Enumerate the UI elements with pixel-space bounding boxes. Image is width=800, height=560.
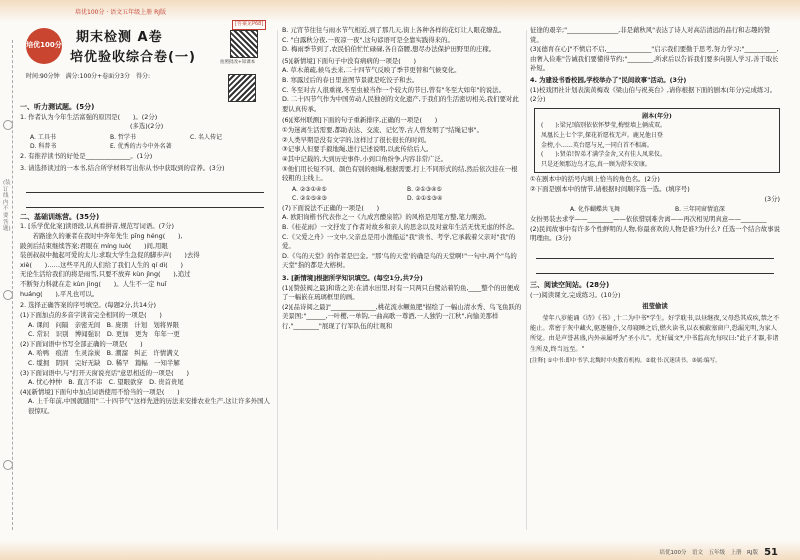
- section-heading: 一、听力测试题。(5分): [20, 103, 95, 111]
- answer-line[interactable]: [26, 195, 264, 208]
- exam-subtitle: 培优验收综合卷(一): [70, 50, 196, 65]
- sub-question: (6)[郑州联测]下面的句子重新排序,正确的一项是( ): [282, 116, 438, 125]
- footer-label: 培优100分 语文 五年级 上册 RJ版: [659, 550, 758, 556]
- answer-line[interactable]: [536, 261, 774, 274]
- question: 4. 为建设书香校园,学校举办了"民间故事"活动。(3分): [530, 76, 687, 85]
- sentence: ②人类早期是没有文字的,这样过了很长很长的时间。: [282, 135, 431, 144]
- option[interactable]: C. "白露秋分夜,一夜凉一夜",这句谚语可是全靠实践得来的。: [282, 35, 454, 44]
- qr-code-icon: [230, 30, 258, 58]
- option[interactable]: D.《鸟的天堂》的作者是巴金。"那'鸟的天堂'的确是鸟的天堂啊!"一句中,两个"鸟的天堂"指的都是大榕树。: [282, 251, 517, 270]
- option[interactable]: B. 哲学书: [110, 133, 136, 141]
- option[interactable]: C. ②①⑤④③: [292, 194, 327, 202]
- script-line[interactable]: ( ):贤弟!智弟才满学金舍,又有佳人凤来仪。: [541, 151, 667, 159]
- sentence: ⑤他们用长短不同、颜色有别的细绳,根据需要,打上不同形式的结,然后依次挂在一根较粗的主线上。: [282, 164, 518, 183]
- option[interactable]: C. 名人传记: [190, 133, 223, 141]
- passage-line: 跛剑后结束继续答案;君眼在 míng luò( )间,用眼: [20, 241, 168, 250]
- script-title: 剧本(年分): [642, 112, 672, 120]
- column-left: [20, 22, 270, 417]
- binding-dashed-line: [12, 40, 13, 530]
- essay-title: 祖莹偷读: [642, 302, 668, 311]
- question: 3. 请选择读过的一本书,结合所学材料写出你从书中获取到的营养。(3分): [20, 164, 225, 173]
- question: 1. [乐学优化案]读语段,认真看拼音,规范写词语。(7分): [20, 222, 175, 231]
- column-middle: [282, 26, 522, 332]
- top-bar-label: 培优100分 · 语文五年级上册 RJ版: [75, 9, 167, 16]
- script-box: [534, 108, 780, 174]
- binding-note: (装订线内不要答题): [3, 180, 11, 233]
- sentence: ④其中记载的,大到历史事件,小到口角纷争,内容非常广泛。: [282, 154, 448, 163]
- passage-line: 若路途久的兼者在我时中奔年先生 pīng héng( ),: [20, 232, 183, 241]
- option[interactable]: A. 上千年前,中国就随用"二十四节气"这样先进的历法来安排农业生产,这让许多外国人很惊叹。: [28, 397, 270, 416]
- sub-question: (4)[新情境]下面句中加点词语使用不恰当的一项是( ): [20, 387, 180, 396]
- passage-line: xiè( )……这些平凡的人们给了我们人生的 qí dì( ): [20, 260, 184, 269]
- sub-question: (7)下面说法不正确的一项是( ): [282, 203, 380, 212]
- question: 2. 有推荐读书的好处是______________。(1分): [20, 151, 153, 160]
- options-row[interactable]: C. 常识 识别 博闻强识 D. 更加 更为 年年一更: [28, 330, 180, 339]
- sub-question: (1)下面加点的多音字读音完全相同的一项是( ): [20, 310, 162, 319]
- option-list: [570, 205, 780, 214]
- passage-line: 装创叔叔中抛起可爱的太儿:求取大学生急促的脚步声( )去得: [20, 251, 200, 260]
- options-row[interactable]: A. 哈鸭 痕清 生灵涂炭 B. 潮溜 纠正 许情满义: [28, 349, 179, 358]
- exam-title: 期末检测 A卷: [76, 30, 163, 45]
- option[interactable]: D. 梅雨季节到了,农民伯伯忙忙碌碌,各自奋腰,想尽办法保护田野里的庄稼。: [282, 45, 496, 54]
- sentence: ①为迷离生活需要,都助表达、交流、记忆等,古人曾发明了"结绳记事"。: [282, 126, 483, 135]
- option[interactable]: D. ②①⑤③④: [407, 194, 443, 202]
- answer-reference: [答案见P68]: [232, 20, 266, 30]
- option[interactable]: B. 三年同窗情谊深: [675, 206, 725, 214]
- fill-blank[interactable]: 征途的艰辛;"________________,非是藉秋风"表达了诗人对高洁清远的品行和志趣的赞赏。: [530, 26, 771, 44]
- option[interactable]: A. 欧阳询楷书代表作之一《九成宫醴泉铭》的风格是用笔方整,笔力刚劲。: [282, 213, 491, 222]
- option[interactable]: E. 优秀的古今中外名著: [110, 142, 172, 150]
- option[interactable]: B. 寒露过后的春日里意图节景就是吃饺子和去。: [282, 76, 419, 85]
- column-right: [530, 26, 780, 365]
- top-bar: [0, 0, 800, 22]
- options-row[interactable]: C. 缆拥 阴同 完好无缺 D. 稀罕 篇幅 一知半解: [28, 358, 180, 367]
- column-divider: [277, 30, 278, 530]
- passage-line: huáng( ),平凡也可以。: [20, 289, 99, 298]
- qr-code-icon: [228, 74, 256, 102]
- option[interactable]: D. 科普书: [30, 142, 57, 150]
- passage-line: 无论生活给我们的将是雨雪,只要不放弃 kùn jìng( ),追过: [20, 270, 191, 279]
- brand-badge: 培优100分: [26, 28, 62, 64]
- question: 1. 作者认为今年生活富强的原因是( )。(2分): [20, 112, 158, 121]
- option[interactable]: B.《桂花雨》一文抒发了作者对故乡和亲人的思念以及对童年生活无忧无虑的怀念。: [282, 222, 519, 231]
- option[interactable]: A. 工具书: [30, 133, 56, 141]
- sub-question: ①在剧本中的括号内填上恰当的角色名。(2分): [530, 175, 660, 184]
- option[interactable]: C. 冬至对古人很重视,冬至虫被当作一个较大的节日,曾有"冬至大如年"的说法。: [282, 85, 505, 94]
- sub-question: ②下面是剧本中的情节,请根据时间顺序选一选。(填序号): [530, 185, 690, 194]
- options-row[interactable]: A. 忧心忡忡 B. 直言不讳 C. 望眼欲穿 D. 贵首贵尾: [28, 378, 184, 387]
- sequence-blank[interactable]: 女扮男装去求学——________——依依惜别难舍离——再次相见明真意——________: [530, 215, 767, 224]
- question: 3. [新情境]根据所学知识填空。(每空1分,共7分): [282, 274, 423, 283]
- question: 2. 选择正确答案的序号填空。(每题2分,共14分): [20, 301, 156, 310]
- exam-header: [20, 22, 270, 100]
- qr-caption: 拍照批改+知课本: [220, 60, 256, 65]
- option-list: [292, 185, 522, 203]
- option[interactable]: B. 元宵节往往与雨水节气相近,到了那几天,街上各种各样的花灯让人眼花缭乱。: [282, 26, 506, 34]
- sub-question: (3)下面词语中,与"打开天窗说亮话"意思相近的一项是( ): [20, 368, 189, 377]
- option[interactable]: B. ②①③④⑤: [407, 185, 442, 193]
- option[interactable]: A. 草木萧疏,候鸟去来,二十四节气反映了季节更替和气候变化。: [282, 66, 461, 75]
- question-hint: (多选)(2分): [130, 122, 164, 131]
- fill-blank[interactable]: (3)[德育在心]"不愤启不启,______________"启示我们要勤于思考,努力学习;"__________,由奢入俭难"告诫我们要懂得节约;"________,所求后以告诉我们要多向别人学习,善于取长补短。: [530, 45, 779, 73]
- sub-heading: (一)阅读课文,完成练习。(10分): [530, 290, 621, 299]
- option-list: [30, 133, 270, 151]
- fill-blank[interactable]: (2)[品诗阅之最]"______________,桃花流水鳜鱼肥"描绘了一幅山清水秀、鸟飞鱼跃的美景图;"______,一叶樱,一单钩,一曲高歌一尊酒,一人独钓一江秋",向愉美那样行,"________"展现了行军队伍的壮观和: [282, 302, 522, 331]
- script-line: 金榜,小……英台愿与兄,一同白首不相离。: [541, 141, 653, 149]
- passage-line: 不断努力科就在走 kùn jìng( )。人生不一定 huǐ: [20, 280, 167, 289]
- page-number: 51: [764, 547, 778, 558]
- sub-question: (5)[新情境]下面句子中没有病病的一项是( ): [282, 56, 417, 65]
- section-heading: 三、阅读空间站。(28分): [530, 281, 610, 290]
- fill-blank[interactable]: (1)[赞鼓阀之最]和谐之美:在清水田里,时有一只两只白鹭站着钓鱼,____整个的田便成了一幅嵌在琉璃框里的画。: [282, 283, 520, 302]
- script-line[interactable]: ( ):梁兄!临别依依怀梦莹,梅壁墙上俩成双。: [541, 122, 667, 130]
- sub-question: (1)校戏团社计划表演黄梅戏《梁山伯与祝英台》,请你根据下面的剧本(年分)完成练习。(2分): [530, 85, 777, 104]
- option[interactable]: D. 二十四节气作为中国劳动人民独创的文化遗产,于我们的生活密切相关,我们要对此要认真传承。: [282, 95, 519, 113]
- options-row[interactable]: A. 课间 问隔 亲密无间 B. 庞朋 计划 划将界限: [28, 320, 179, 329]
- essay-body: 莹年八岁能诵《诗》《书》,十二为中书*学生。好学耽书,以昼继夜,父母恐其成疾,禁之不能止。常密于灰中藏火,驱逐僮仆,父母寝睡之后,燃火读书,以衣被蔽塞窗户,恐漏光明,为家人所觉。由是声誉甚盛,内外亲属呼为"圣小儿"。尤好属文*,中书监高允每叹曰:"此子才器,非诸生所及,终当远至。": [530, 314, 780, 353]
- option[interactable]: A. ②③①④⑤: [292, 185, 327, 193]
- column-divider: [526, 30, 527, 530]
- sub-question: (2)民间故事中有许多个性鲜明的人物,你最喜欢的人物是谁?为什么? 任选一个结合故事说明理由。(3分): [530, 224, 780, 243]
- answer-line[interactable]: [536, 246, 774, 259]
- option[interactable]: C.《父爱之舟》一文中,父亲总是用小渔船运"我"读书、考学,它承载着父亲对"我"的爱。: [282, 232, 516, 251]
- answer-line[interactable]: [26, 176, 264, 193]
- score: (3分): [764, 194, 780, 203]
- script-line: 只是还须那边鸟才忘,真一顾为舒朱安康。: [541, 160, 651, 168]
- sub-question: (2)下面词语中书写全部正确的一项是( ): [20, 339, 143, 348]
- notes: [注释] ①中书:即中书学,北魏时中央教育机构。②耽书:沉迷读书。③属:编写。: [530, 357, 721, 364]
- option[interactable]: A. 化作蝴蝶共飞舞: [570, 206, 620, 214]
- exam-meta: 时间:90分钟 满分:100分+卷面分3分 得分:: [26, 73, 150, 80]
- script-line: 凤凰长上七个字,探花祈愿枝无声。鹿兄他日登: [541, 132, 663, 140]
- section-heading: 二、基础训练营。(35分): [20, 212, 100, 221]
- sentence: ③记事人但要手毅地绳,进行记述说明,以此传给后人。: [282, 145, 433, 154]
